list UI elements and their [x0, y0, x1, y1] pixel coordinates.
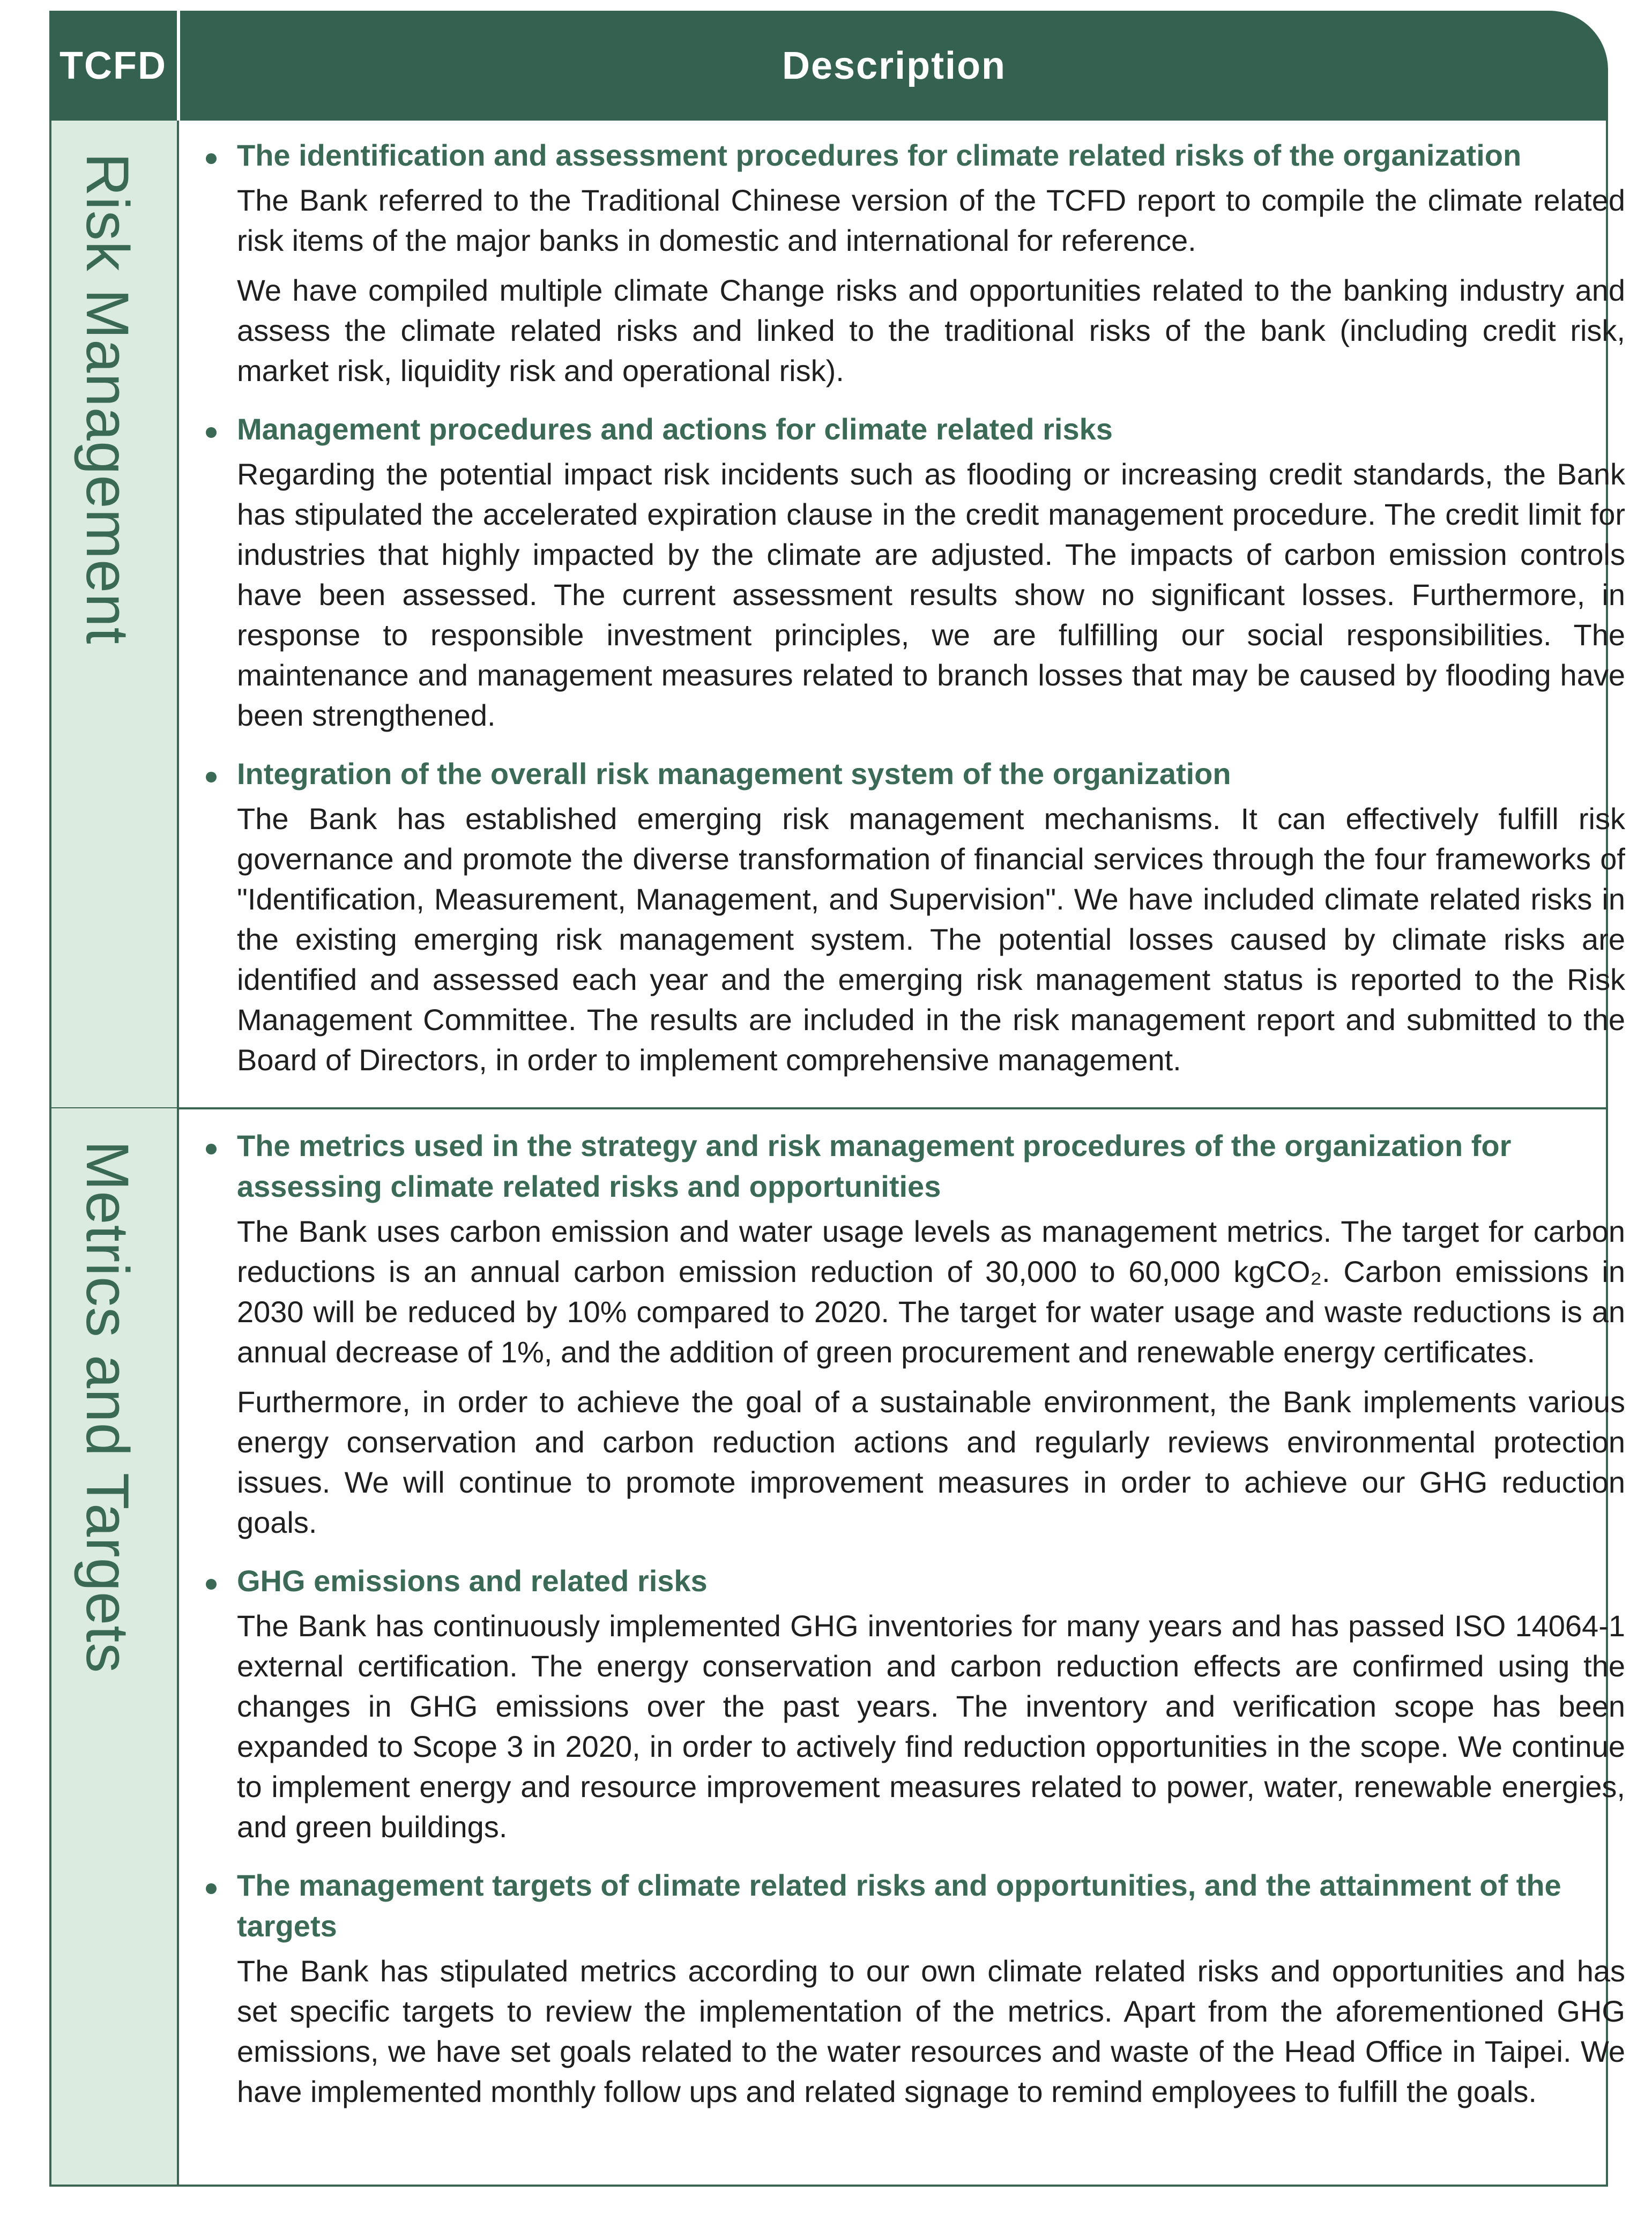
- metrics-and-targets-content: [237, 1125, 1625, 2130]
- item-heading: Integration of the overall risk management system of the organization: [237, 757, 1231, 791]
- row-label-cell-risk-management: [49, 121, 179, 1108]
- item-paragraph: The Bank uses carbon emission and water usage levels as management metrics. The target for carbon reductions is an annual carbon emission reduction of 30,000 to 60,000 kgCO₂. Carbon emissions in 2030 will be reduced by 10% compared to 2020. The target for water usage and waste reductions is an annual decrease of 1%, and the addition of green procurement and renewable energy certificates.: [237, 1214, 1625, 1369]
- item-paragraph: Regarding the potential impact risk incidents such as flooding or increasing credit standards, the Bank has stipulated the accelerated expiration clause in the credit management procedure. The credit limit for industries that highly impacted by the climate are adjusted. The impacts of carbon emission controls have been assessed. The current assessment results show no significant losses. Furthermore, in response to responsible investment principles, we are fulfilling our social responsibilities. The maintenance and management measures related to branch losses that may be caused by flooding have been strengthened.: [237, 457, 1625, 732]
- row-label-cell-metrics-and-targets: [49, 1108, 179, 2187]
- tcfd-table: [49, 11, 1625, 2187]
- item-paragraph: Furthermore, in order to achieve the goal of a sustainable environment, the Bank implements various energy conservation and carbon reduction actions and regularly reviews environmental protection issues. We will continue to promote improvement measures in order to achieve our GHG reduction goals.: [237, 1385, 1625, 1539]
- bullet-icon: [206, 1144, 217, 1154]
- header-description: Description: [782, 44, 1007, 87]
- item-heading: The identification and assessment procedures for climate related risks of the organization: [237, 138, 1522, 172]
- table-header: [49, 11, 1608, 121]
- item-paragraph: The Bank has established emerging risk management mechanisms. It can effectively fulfill risk governance and promote the diverse transformation of financial services through the four frameworks of "Identification, Measurement, Management, and Supervision". We have included climate related risks in the existing emerging risk management system. The potential losses caused by climate risks are identified and assessed each year and the emerging risk management status is reported to the Risk Management Committee. The results are included in the risk management report and submitted to the Board of Directors, in order to implement comprehensive management.: [237, 802, 1625, 1077]
- list-item: [237, 754, 1625, 1080]
- risk-management-content: [237, 135, 1625, 1098]
- item-paragraph: The Bank has stipulated metrics according to our own climate related risks and opportunities and has set specific targets to review the implementation of the metrics. Apart from the aforementioned GHG emissions, we have set goals related to the water resources and waste of the Head Office in Taipei. We have implemented monthly follow ups and related signage to remind employees to fulfill the goals.: [237, 1954, 1625, 2108]
- item-paragraph: The Bank referred to the Traditional Chinese version of the TCFD report to compile the climate related risk items of the major banks in domestic and international for reference.: [237, 183, 1625, 257]
- item-heading: The management targets of climate related risks and opportunities, and the attainment of the targets: [237, 1868, 1561, 1943]
- list-item: [237, 1865, 1625, 2112]
- list-item: [237, 1561, 1625, 1847]
- row-divider: [49, 1107, 1608, 1109]
- item-paragraph: The Bank has continuously implemented GHG inventories for many years and has passed ISO 14064-1 external certification. The energy conservation and carbon reduction effects are confirmed using the changes in GHG emissions over the past years. The inventory and verification scope has been expanded to Scope 3 in 2020, in order to actively find reduction opportunities in the scope. We continue to implement energy and resource improvement measures related to power, water, renewable energies, and green buildings.: [237, 1609, 1625, 1844]
- item-heading: GHG emissions and related risks: [237, 1564, 708, 1598]
- bullet-icon: [206, 153, 217, 164]
- list-item: [237, 135, 1625, 391]
- item-paragraph: We have compiled multiple climate Change risks and opportunities related to the banking industry and assess the climate related risks and linked to the traditional risks of the bank (including credit risk, market risk, liquidity risk and operational risk).: [237, 273, 1625, 387]
- item-heading: The metrics used in the strategy and risk management procedures of the organization for assessing climate related risks and opportunities: [237, 1129, 1512, 1203]
- bullet-icon: [206, 772, 217, 782]
- header-tcfd: TCFD: [59, 44, 167, 87]
- item-heading: Management procedures and actions for climate related risks: [237, 412, 1113, 446]
- row-label-risk-management: Risk Management: [74, 153, 141, 645]
- bullet-icon: [206, 427, 217, 438]
- row-label-metrics-and-targets: Metrics and Targets: [74, 1140, 141, 1674]
- bullet-icon: [206, 1579, 217, 1590]
- list-item: [237, 409, 1625, 735]
- list-item: [237, 1125, 1625, 1542]
- bullet-icon: [206, 1883, 217, 1894]
